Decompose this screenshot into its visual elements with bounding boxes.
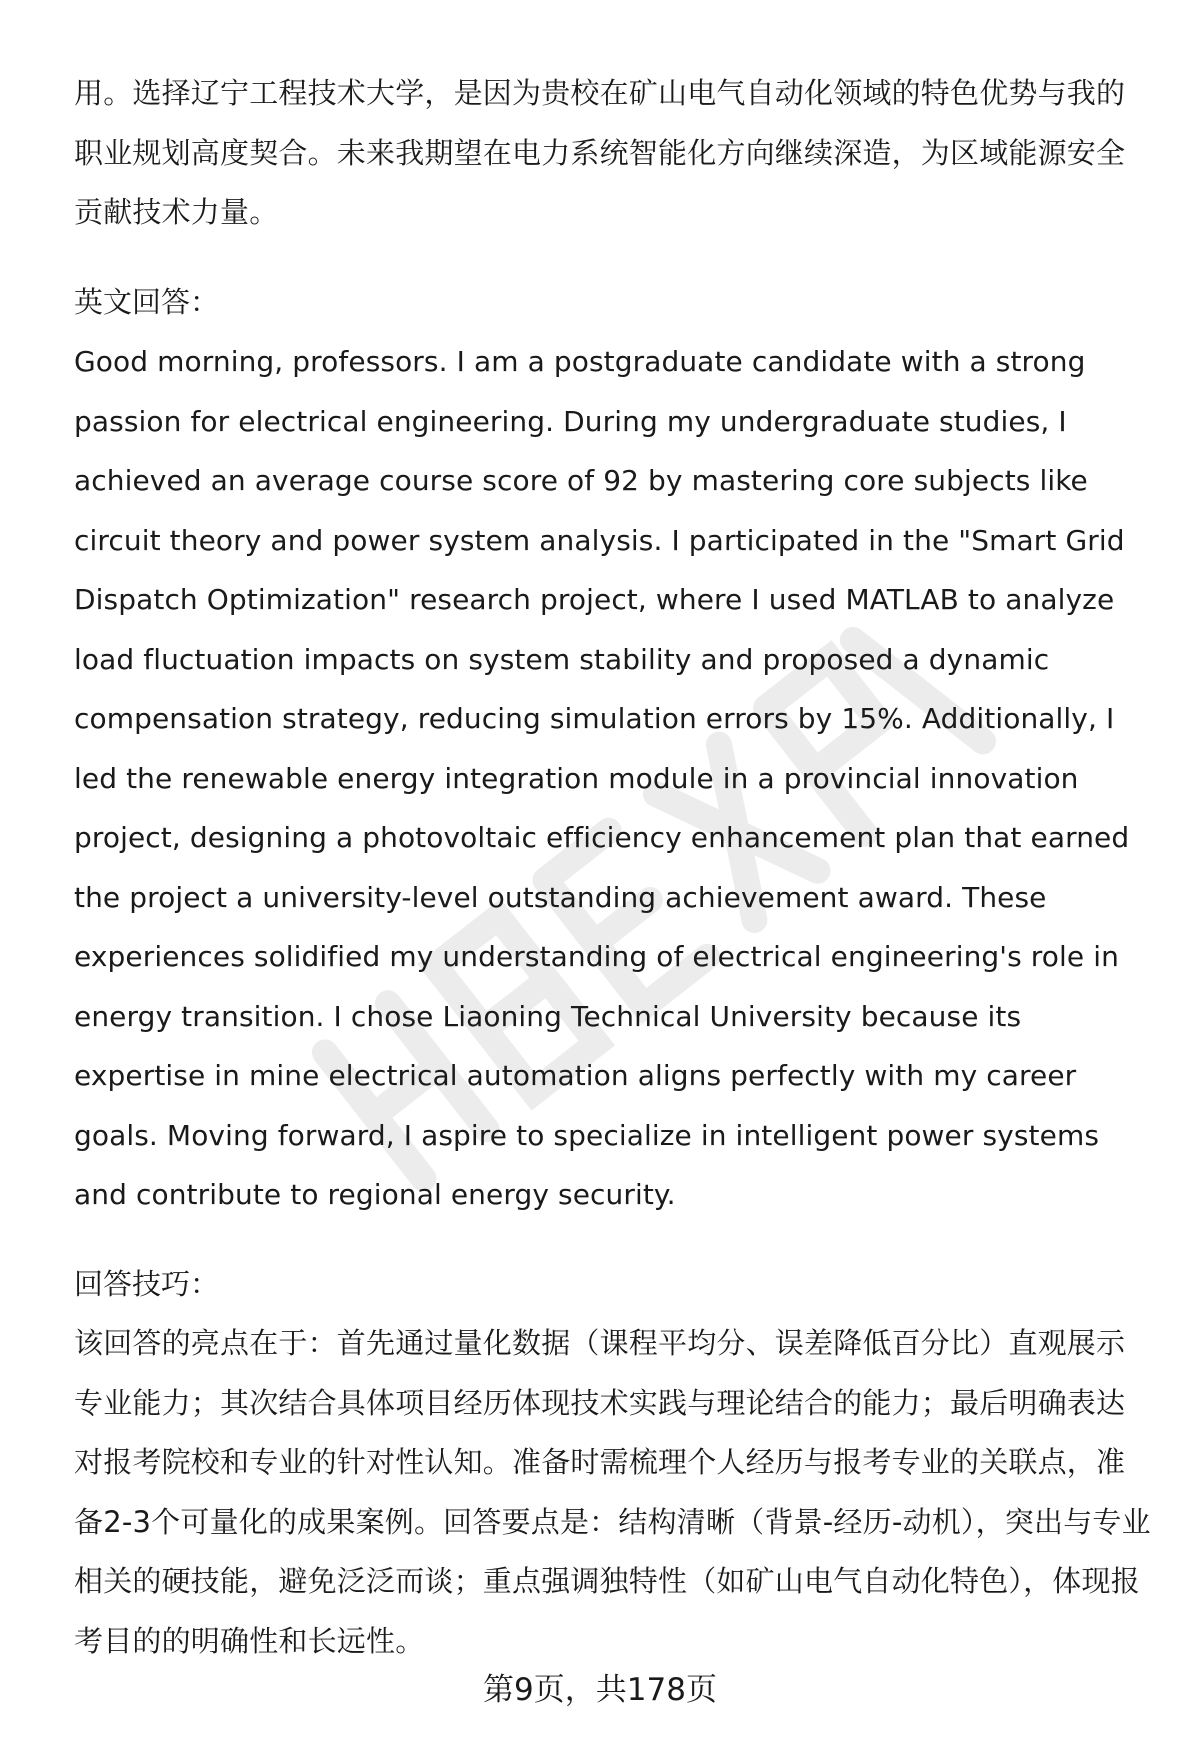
page-content bbox=[74, 64, 1154, 1671]
english-answer-label: 英文回答： bbox=[74, 284, 220, 319]
intro-continuation-paragraph: 用。选择辽宁工程技术大学，是因为贵校在矿山电气自动化领域的特色优势与我的职业规划高度契合。未来我期望在电力系统智能化方向继续深造，为区域能源安全贡献技术力量。 bbox=[74, 76, 1126, 229]
page-number-footer: 第9页，共178页 bbox=[483, 1672, 717, 1708]
english-answer-paragraph: Good morning, professors. I am a postgraduate candidate with a strong passion for electrical engineering. During my undergraduate studies, I achieved an average course score of 92 by mastering core subjects like circuit theory and power system analysis. I participated in the "Smart Grid Dispatch Optimization" research project, where I used MATLAB to analyze load fluctuation impacts on system stability and proposed a dynamic compensation strategy, reducing simulation errors by 15%. Additionally, I led the renewable energy integration module in a provincial innovation project, designing a photovoltaic efficiency enhancement plan that earned the project a university-level outstanding achievement award. These experiences solidified my understanding of electrical engineering's role in energy transition. I chose Liaoning Technical University because its expertise in mine electrical automation aligns perfectly with my career goals. Moving forward, I aspire to specialize in intelligent power systems and contribute to regional energy security. bbox=[74, 345, 1130, 1211]
answer-tips-label: 回答技巧： bbox=[74, 1266, 220, 1301]
answer-tips-paragraph: 该回答的亮点在于：首先通过量化数据（课程平均分、误差降低百分比）直观展示专业能力；其次结合具体项目经历体现技术实践与理论结合的能力；最后明确表达对报考院校和专业的针对性认知。准备时需梳理个人经历与报考专业的关联点，准备2-3个可量化的成果案例。回答要点是：结构清晰（背景-经历-动机），突出与专业相关的硬技能，避免泛泛而谈；重点强调独特性（如矿山电气自动化特色），体现报考目的的明确性和长远性。 bbox=[74, 1326, 1151, 1658]
